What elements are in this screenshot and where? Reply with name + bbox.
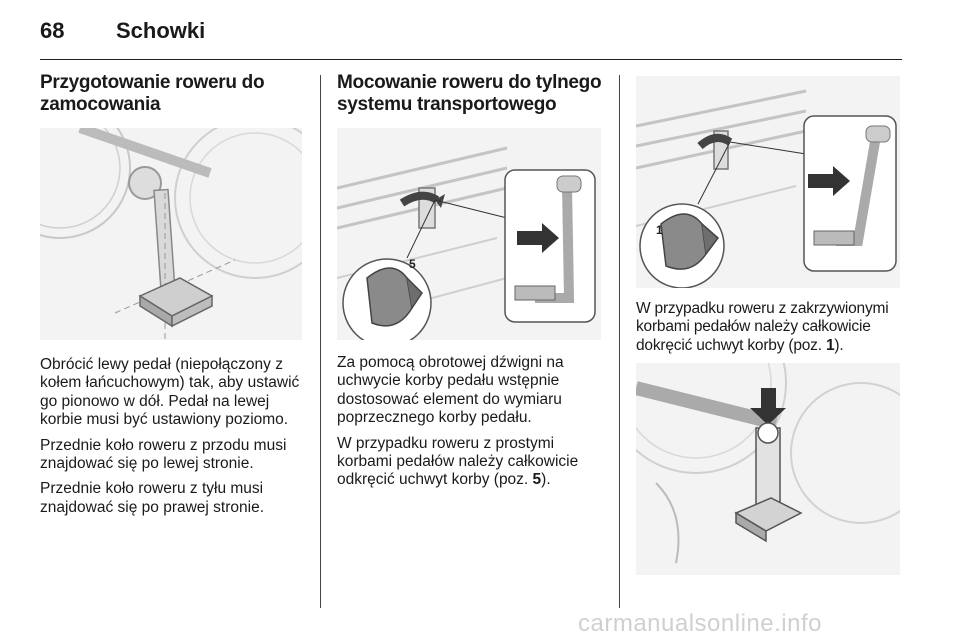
position-number: 5 [532,471,542,489]
header-rule [40,59,902,60]
figure-curved-crank [636,76,900,288]
position-label: 5 [409,257,416,271]
section-heading: Mocowanie roweru do tylnego systemu transportowego [337,72,602,115]
position-label: 1 [656,223,663,237]
column-divider-1 [320,75,321,608]
paragraph: Przednie koło roweru z przodu musi znajdować się po lewej stronie. [40,436,287,473]
page-number: 68 [40,18,65,43]
section-title: Schowki [116,18,206,43]
paragraph: Obrócić lewy pedał (niepołączony z kołem łańcuchowym) tak, aby ustawić go pionowo w dół. Pedał na lewej korbie musi być ustawiony poziomo. [40,356,300,429]
position-number: 1 [825,336,835,354]
paragraph: Przednie koło roweru z tyłu musi znajdować się po prawej stronie. [40,480,265,516]
paragraph: Za pomocą obrotowej dźwigni na uchwycie korby pedału wstępnie dostosować element do wymiaru poprzecznego korby pedału. [337,354,564,427]
page-header [40,18,205,44]
column-right [636,72,904,575]
paragraph-straight-cranks: W przypadku roweru z prostymi korbami pedałów należy całkowicie odkręcić uchwyt korby (poz. 5). [337,434,579,489]
rack-illustration [337,128,601,340]
pedal-illustration [40,128,302,340]
crank-holder-illustration [636,76,900,288]
column-middle [337,72,603,497]
paragraph-curved-cranks: W przypadku roweru z zakrzywionymi korbami pedałów należy całkowicie dokręcić uchwyt korby (poz. 1). [636,300,889,354]
mounted-bike-illustration [636,363,900,575]
figure-rack-mounting [337,128,601,340]
watermark: carmanualsonline.info [578,610,822,637]
section-heading: Przygotowanie roweru do zamocowania [40,72,265,115]
column-divider-2 [619,75,620,608]
figure-pedal-position [40,128,302,340]
figure-bike-mounted [636,363,900,575]
column-left [40,72,302,524]
